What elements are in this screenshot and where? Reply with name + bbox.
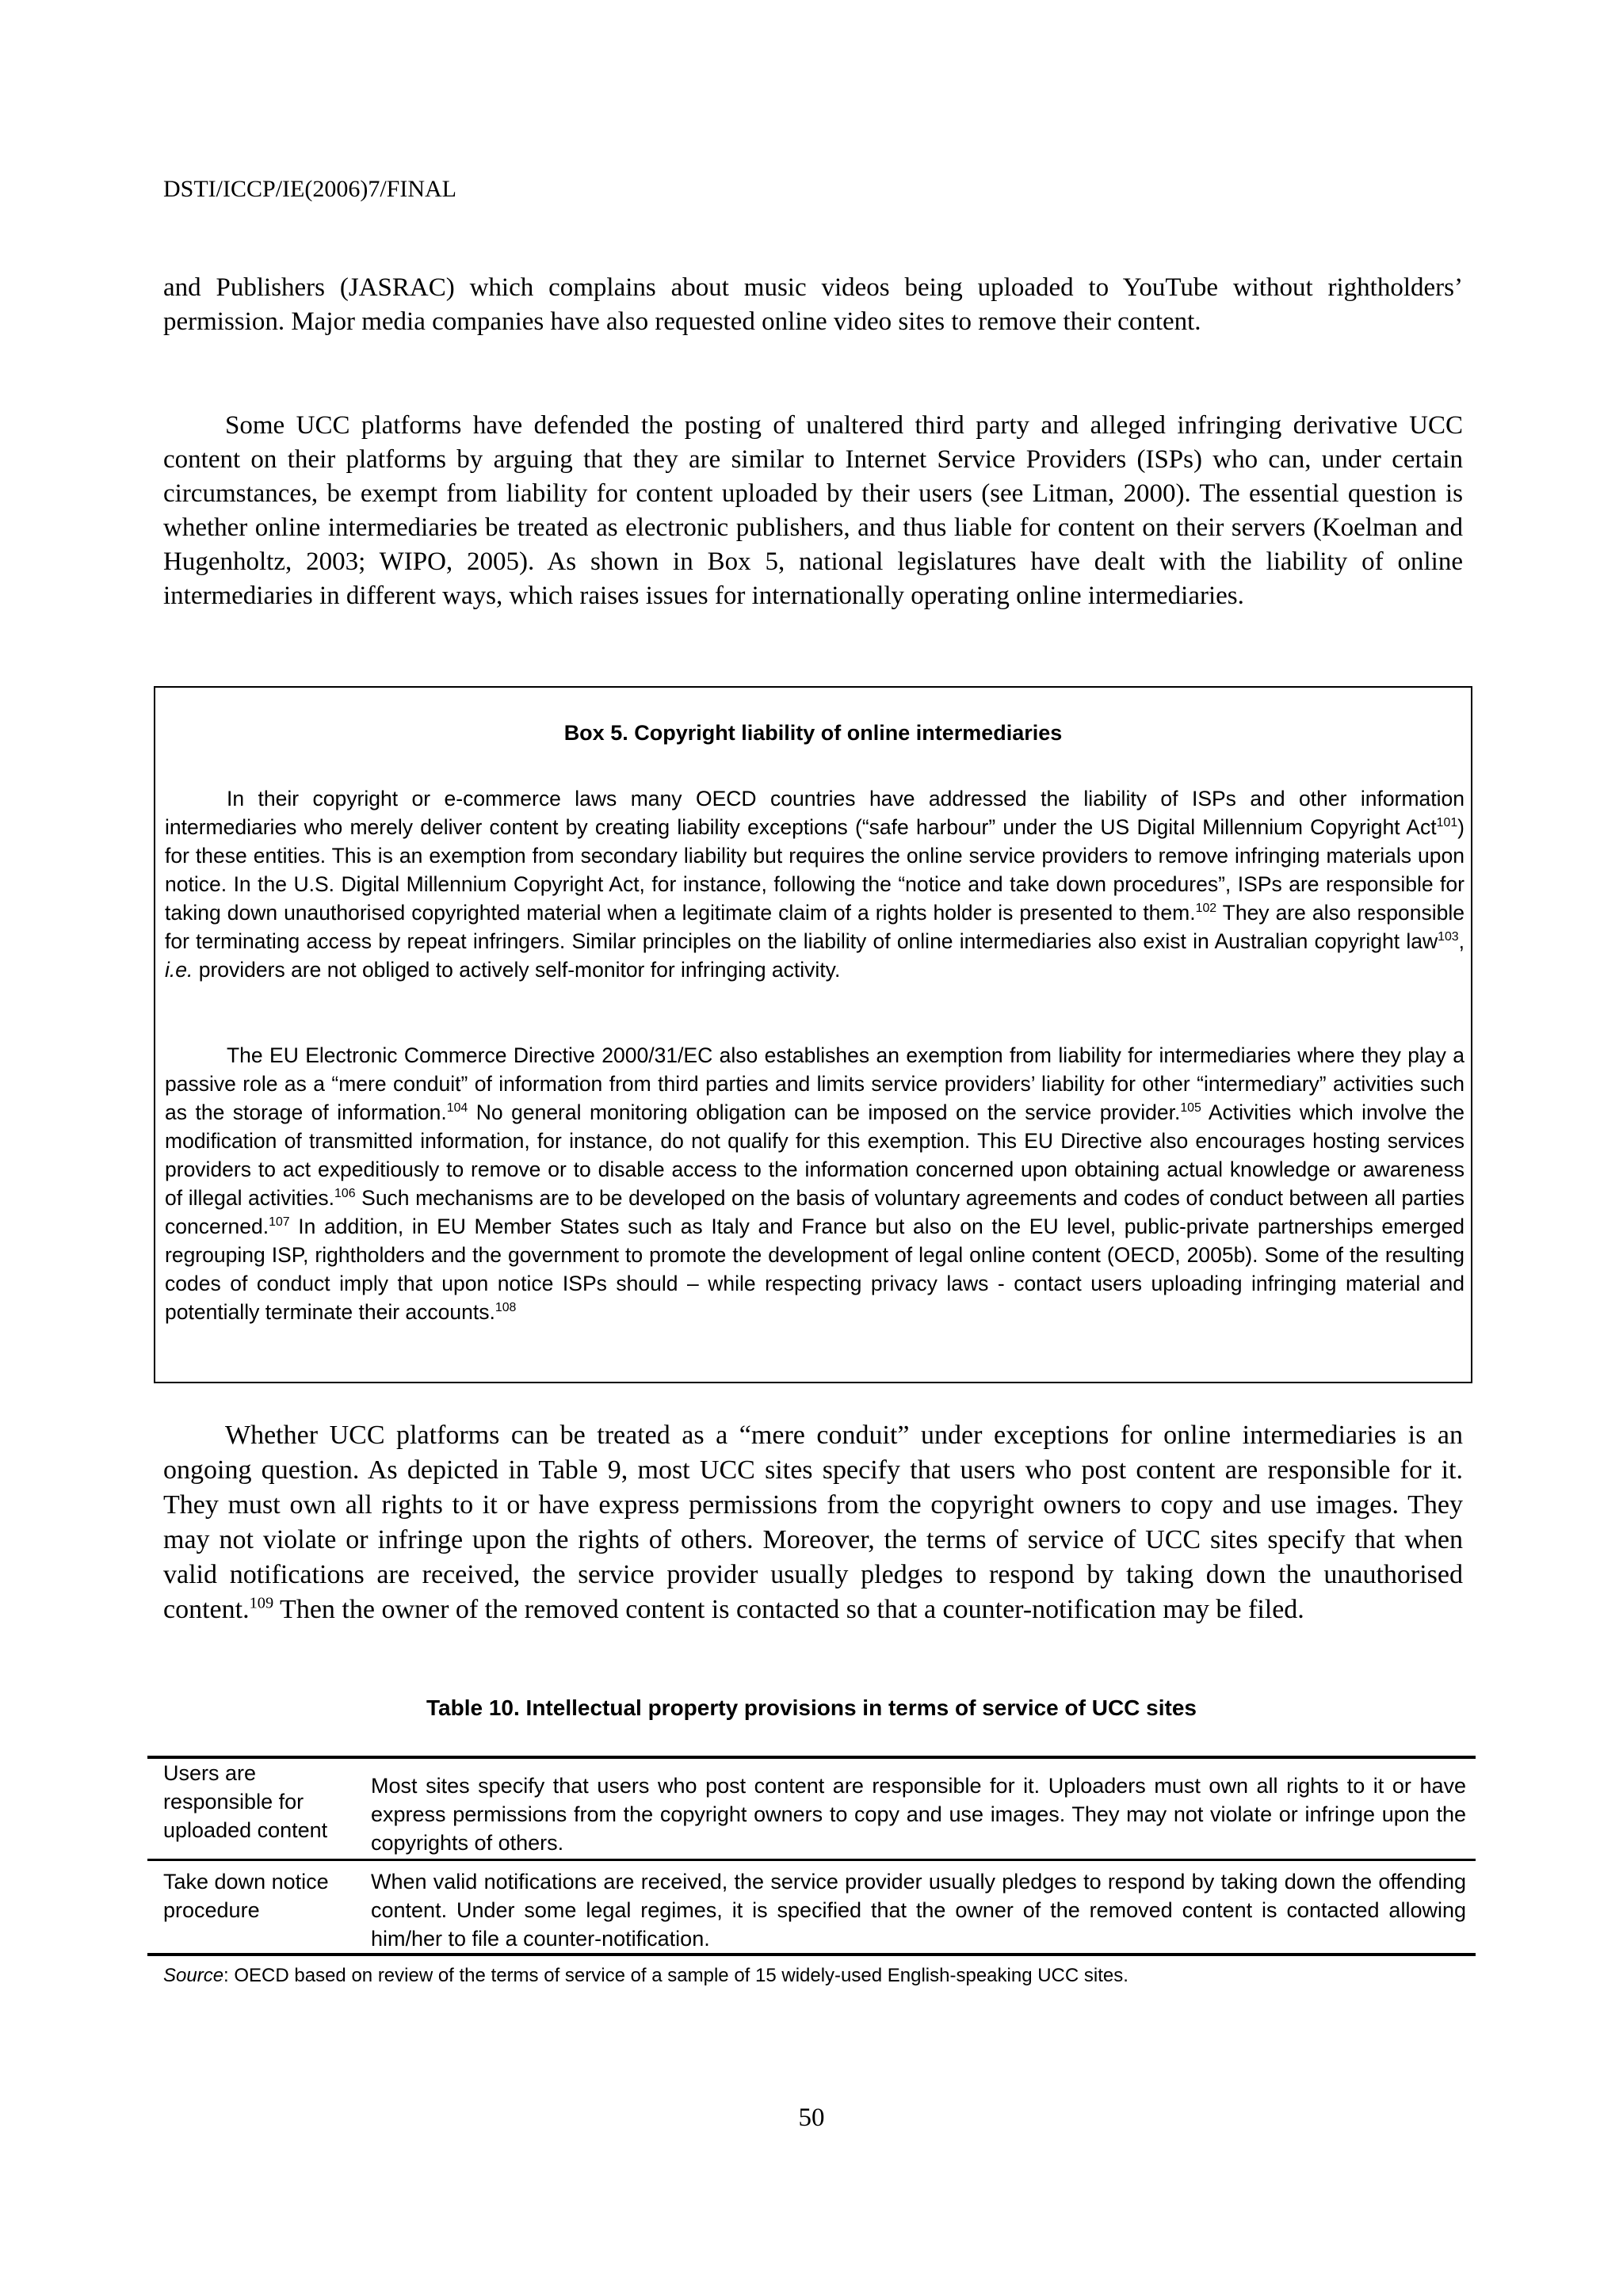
source-text: : OECD based on review of the terms of service of a sample of 15 widely-used English-speaking UCC sites. <box>223 1965 1128 1986</box>
row-label: Take down notice procedure <box>163 1870 329 1922</box>
box-p1-text-c: They are also responsible for terminating access by repeat infringers. Similar principles on the liability of online intermediaries also exist in Australian copyright law <box>165 901 1465 953</box>
box-p2-text-b: No general monitoring obligation can be imposed on the service provider. <box>468 1100 1181 1124</box>
footnote-ref-106: 106 <box>334 1187 356 1201</box>
footnote-ref-102: 102 <box>1195 902 1217 916</box>
footnote-ref-101: 101 <box>1436 816 1458 830</box>
row-description: Most sites specify that users who post content are responsible for it. Uploaders must own all rights to it or have express permissions from the copyright owners to copy and use images. They may not violate or infringe upon the copyrights of others. <box>355 1757 1476 1860</box>
box-p1-ie: i.e. <box>165 958 193 982</box>
box-p1-text-e: providers are not obliged to actively self-monitor for infringing activity. <box>193 958 841 982</box>
box-paragraph-1 <box>165 784 1465 984</box>
page-number: 50 <box>798 2103 825 2132</box>
table-source-note <box>163 1965 1128 1987</box>
box-5-copyright-liability <box>154 686 1472 1383</box>
footnote-ref-105: 105 <box>1180 1101 1201 1116</box>
table-caption: Table 10. Intellectual property provisions in terms of service of UCC sites <box>426 1695 1197 1720</box>
body-paragraph-3 <box>163 1418 1463 1627</box>
box-title: Box 5. Copyright liability of online intermediaries <box>563 721 1063 745</box>
row-label: Users are responsible for uploaded content <box>147 1757 355 1860</box>
box-p1-text-a: In their copyright or e-commerce laws many OECD countries have addressed the liability of ISPs and other information intermediaries who merely deliver content by creating liability exceptions (“safe harbour” under the US Digital Millennium Copyright Act <box>165 787 1465 839</box>
body-p3-text-b: Then the owner of the removed content is contacted so that a counter-notification may be filed. <box>273 1595 1304 1624</box>
box-p2-text-e: In addition, in EU Member States such as Italy and France but also on the EU level, public-private partnerships emerged regrouping ISP, rightholders and the government to promote the development of legal online content (OECD, 2005b). Some of the resulting codes of conduct imply that upon notice ISPs should – while respecting privacy laws - contact users uploading infringing material and potentially terminate their accounts. <box>165 1215 1465 1324</box>
table-row <box>147 1757 1476 1860</box>
box-p2-text-c: Activities which involve the modification of transmitted information, for instance, do not qualify for this exemption. This EU Directive also encourages hosting services providers to act expeditiously to remove or to disable access to the information concerned upon obtaining actual knowledge or awareness of illegal activities. <box>165 1100 1465 1210</box>
table-row <box>147 1860 1476 1955</box>
footnote-ref-108: 108 <box>495 1301 517 1315</box>
box-p1-text-b: ) for these entities. This is an exemption from secondary liability but requires the online service providers to remove infringing materials upon notice. In the U.S. Digital Millennium Copyright Act, for instance, following the “notice and take down procedures”, ISPs are responsible for taking down unauthorised copyrighted material when a legitimate claim of a rights holder is presented to them. <box>165 815 1465 925</box>
box-p2-text-d: Such mechanisms are to be developed on the basis of voluntary agreements and codes of conduct between all parties concerned. <box>165 1186 1465 1238</box>
body-paragraph-2: Some UCC platforms have defended the posting of unaltered third party and alleged infringing derivative UCC content on their platforms by arguing that they are similar to Internet Service Providers (ISPs) who can, under certain circumstances, be exempt from liability for content uploaded by their users (see Litman, 2000). The essential question is whether online intermediaries be treated as electronic publishers, and thus liable for content on their servers (Koelman and Hugenholtz, 2003; WIPO, 2005). As shown in Box 5, national legislatures have dealt with the liability of online intermediaries in different ways, which raises issues for internationally operating online intermediaries. <box>163 411 1463 610</box>
box-paragraph-2 <box>165 1041 1465 1326</box>
source-label: Source <box>163 1965 224 1986</box>
body-paragraph-1: and Publishers (JASRAC) which complains about music videos being uploaded to YouTube without rightholders’ permission. Major media companies have also requested online video sites to remove their content. <box>163 273 1463 336</box>
body-p3-text-a: Whether UCC platforms can be treated as a “mere conduit” under exceptions for online intermediaries is an ongoing question. As depicted in Table 9, most UCC sites specify that users who post content are responsible for it. They must own all rights to it or have express permissions from the copyright owners to copy and use images. They may not violate or infringe upon the rights of others. Moreover, the terms of service of UCC sites specify that when valid notifications are received, the service provider usually pledges to respond by taking down the unauthorised content. <box>163 1421 1463 1624</box>
box-p1-text-d: , <box>1458 929 1465 953</box>
footnote-ref-107: 107 <box>269 1215 290 1230</box>
ip-provisions-table <box>147 1756 1476 1956</box>
footnote-ref-109: 109 <box>249 1594 274 1612</box>
footnote-ref-104: 104 <box>446 1101 468 1116</box>
box-p2-text-a: The EU Electronic Commerce Directive 2000/31/EC also establishes an exemption from liability for intermediaries where they play a passive role as a “mere conduit” of information from third parties and limits service providers’ liability for other “intermediary” activities such as the storage of information. <box>165 1043 1465 1124</box>
footnote-ref-103: 103 <box>1438 930 1459 944</box>
row-description: When valid notifications are received, the service provider usually pledges to respond by taking down the offending content. Under some legal regimes, it is specified that the owner of the removed content is contacted allowing him/her to file a counter-notification. <box>371 1870 1466 1951</box>
document-id-header: DSTI/ICCP/IE(2006)7/FINAL <box>163 176 456 202</box>
